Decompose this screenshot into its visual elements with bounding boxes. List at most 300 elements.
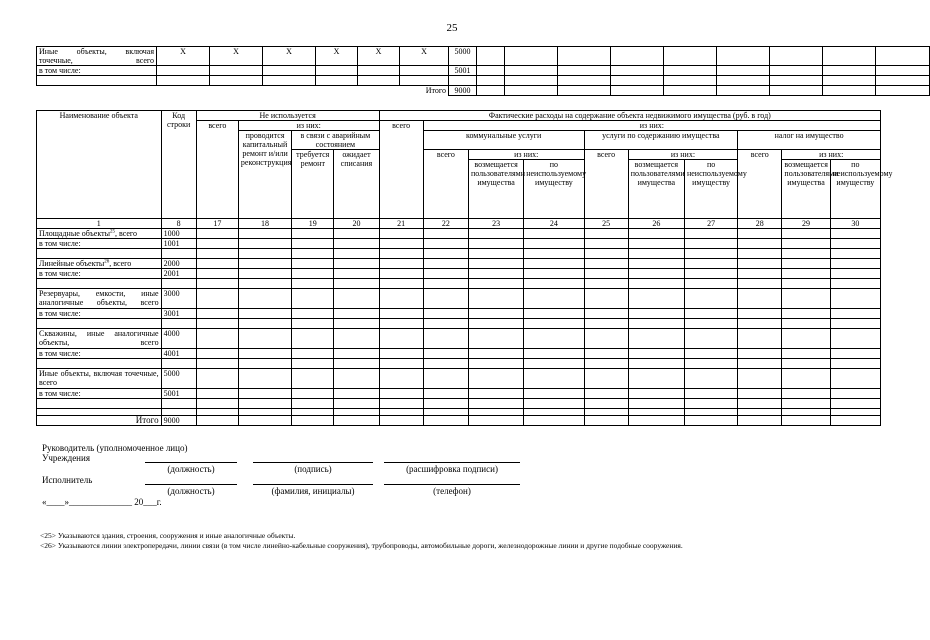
empty-cell xyxy=(782,389,830,399)
empty-cell xyxy=(830,259,880,269)
empty-cell xyxy=(782,319,830,329)
empty-cell xyxy=(782,369,830,389)
empty-cell xyxy=(468,369,523,389)
empty-cell xyxy=(584,416,628,426)
empty-cell xyxy=(782,239,830,249)
empty-cell xyxy=(584,289,628,309)
row-code: 5000 xyxy=(161,369,196,389)
empty-cell xyxy=(196,389,238,399)
table-row xyxy=(37,369,881,389)
row-name xyxy=(37,259,162,269)
empty-cell xyxy=(379,416,423,426)
empty-cell xyxy=(524,249,584,259)
empty-cell xyxy=(334,359,379,369)
empty-cell xyxy=(684,309,737,319)
empty-cell xyxy=(238,279,291,289)
empty-cell xyxy=(782,399,830,409)
empty-cell xyxy=(292,389,334,399)
empty-cell xyxy=(558,66,611,76)
executor-label: Исполнитель xyxy=(42,475,93,485)
header-row-code: Код строки xyxy=(161,111,196,219)
empty-cell xyxy=(37,249,162,259)
empty-cell xyxy=(782,329,830,349)
row-name: в том числе: xyxy=(37,309,162,319)
empty-cell xyxy=(770,47,823,66)
empty-cell xyxy=(292,359,334,369)
empty-cell xyxy=(379,399,423,409)
empty-cell xyxy=(830,289,880,309)
empty-cell xyxy=(468,409,523,416)
empty-cell xyxy=(628,359,684,369)
blank-row xyxy=(37,319,881,329)
empty-cell xyxy=(664,76,717,86)
empty-cell xyxy=(292,409,334,416)
empty-cell xyxy=(738,369,782,389)
empty-cell xyxy=(238,359,291,369)
header-unused-property: по неиспользуемому имуществу xyxy=(830,160,880,219)
empty-cell xyxy=(628,409,684,416)
empty-cell xyxy=(684,399,737,409)
empty-cell xyxy=(379,279,423,289)
empty-cell xyxy=(238,289,291,309)
empty-cell xyxy=(782,416,830,426)
header-of-which: из них: xyxy=(238,121,379,131)
table-row xyxy=(37,66,930,76)
footnote-ref: 26 xyxy=(104,259,110,265)
empty-cell xyxy=(823,86,876,96)
empty-cell xyxy=(238,399,291,409)
total-label: Итого xyxy=(37,416,162,426)
empty-cell xyxy=(628,319,684,329)
empty-cell xyxy=(782,359,830,369)
row-name: в том числе: xyxy=(37,66,157,76)
empty-cell xyxy=(379,239,423,249)
empty-cell xyxy=(334,229,379,239)
empty-cell xyxy=(334,319,379,329)
position2-caption: (должность) xyxy=(167,486,215,496)
empty-cell xyxy=(584,309,628,319)
row-code: 5001 xyxy=(449,66,477,76)
empty-cell xyxy=(611,76,664,86)
empty-cell xyxy=(684,239,737,249)
empty-cell xyxy=(37,319,162,329)
row-name: в том числе: xyxy=(37,349,162,359)
empty-cell xyxy=(196,359,238,369)
empty-cell xyxy=(238,269,291,279)
header-expenses-total: всего xyxy=(379,121,423,219)
empty-cell xyxy=(196,329,238,349)
empty-cell xyxy=(524,369,584,389)
empty-cell xyxy=(628,239,684,249)
header-maintenance: услуги по содержанию имущества xyxy=(584,131,738,150)
empty-cell xyxy=(524,319,584,329)
empty-cell xyxy=(524,259,584,269)
empty-cell xyxy=(505,86,558,96)
row-name: в том числе: xyxy=(37,389,162,399)
column-number: 30 xyxy=(830,219,880,229)
empty-cell xyxy=(423,319,468,329)
empty-cell xyxy=(611,47,664,66)
empty-cell xyxy=(830,239,880,249)
empty-cell xyxy=(379,389,423,399)
empty-cell xyxy=(468,249,523,259)
row-name-suffix: , всего xyxy=(114,229,137,238)
empty-cell xyxy=(238,389,291,399)
empty-cell xyxy=(684,249,737,259)
signature-caption: (подпись) xyxy=(294,464,332,474)
empty-cell xyxy=(738,319,782,329)
empty-cell xyxy=(558,86,611,96)
empty-cell xyxy=(334,309,379,319)
row-name xyxy=(37,229,162,239)
blank-row xyxy=(37,249,881,259)
row-name: Иные объекты, включая точечные, всего xyxy=(37,369,162,389)
empty-cell xyxy=(524,359,584,369)
date-line: «____»______________ 20___г. xyxy=(42,497,162,507)
empty-cell xyxy=(468,319,523,329)
empty-cell xyxy=(738,269,782,279)
empty-cell xyxy=(379,349,423,359)
table-row xyxy=(37,239,881,249)
page-number: 25 xyxy=(446,22,458,34)
empty-cell xyxy=(628,289,684,309)
empty-cell xyxy=(738,329,782,349)
table-row xyxy=(37,329,881,349)
row-code: 3000 xyxy=(161,289,196,309)
empty-cell xyxy=(238,229,291,239)
empty-cell xyxy=(558,76,611,86)
row-name-text: Площадные объекты xyxy=(39,229,110,238)
empty-cell xyxy=(423,239,468,249)
empty-cell xyxy=(292,239,334,249)
empty-cell xyxy=(684,369,737,389)
footnote-25: <25> Указываются здания, строения, сооружения и иные аналогичные объекты. xyxy=(40,531,296,540)
row-name: в том числе: xyxy=(37,269,162,279)
row-code: 3001 xyxy=(161,309,196,319)
empty-cell xyxy=(830,389,880,399)
empty-cell xyxy=(717,86,770,96)
empty-cell xyxy=(423,399,468,409)
column-number: 20 xyxy=(334,219,379,229)
empty-cell xyxy=(628,259,684,269)
row-name-text: Линейные объекты xyxy=(39,259,105,268)
empty-cell xyxy=(628,369,684,389)
empty-cell xyxy=(738,359,782,369)
column-number: 19 xyxy=(292,219,334,229)
empty-cell xyxy=(477,47,505,66)
empty-cell xyxy=(400,76,449,86)
row-code: 4001 xyxy=(161,349,196,359)
empty-cell xyxy=(684,319,737,329)
row-code: 5001 xyxy=(161,389,196,399)
column-number: 29 xyxy=(782,219,830,229)
column-number: 8 xyxy=(161,219,196,229)
empty-cell xyxy=(263,66,316,76)
empty-cell xyxy=(468,259,523,269)
blank-row xyxy=(37,359,881,369)
empty-cell xyxy=(738,239,782,249)
empty-cell xyxy=(400,66,449,76)
empty-cell xyxy=(468,389,523,399)
top-table xyxy=(36,46,930,96)
header-object-name: Наименование объекта xyxy=(37,111,162,219)
empty-cell xyxy=(468,349,523,359)
empty-cell xyxy=(584,319,628,329)
empty-cell xyxy=(316,76,358,86)
empty-cell xyxy=(717,47,770,66)
header-row xyxy=(37,111,881,121)
x-mark: X xyxy=(316,47,358,66)
empty-cell xyxy=(379,229,423,239)
empty-cell xyxy=(210,76,263,86)
empty-cell xyxy=(468,269,523,279)
empty-cell xyxy=(334,289,379,309)
empty-cell xyxy=(611,86,664,96)
empty-cell xyxy=(505,76,558,86)
empty-cell xyxy=(379,329,423,349)
row-name: Иные объекты, включая точечные, всего xyxy=(37,47,157,66)
empty-cell xyxy=(628,329,684,349)
empty-cell xyxy=(770,76,823,86)
header-group-total: всего xyxy=(584,150,628,219)
empty-cell xyxy=(738,229,782,239)
empty-cell xyxy=(157,66,210,76)
empty-cell xyxy=(524,409,584,416)
empty-cell xyxy=(684,389,737,399)
empty-cell xyxy=(468,239,523,249)
empty-cell xyxy=(684,289,737,309)
table-row xyxy=(37,47,930,66)
empty-cell xyxy=(161,409,196,416)
position-line xyxy=(145,462,237,463)
empty-cell xyxy=(292,349,334,359)
empty-cell xyxy=(738,289,782,309)
empty-cell xyxy=(830,269,880,279)
empty-cell xyxy=(161,249,196,259)
empty-cell xyxy=(292,309,334,319)
empty-cell xyxy=(238,239,291,249)
empty-cell xyxy=(196,319,238,329)
empty-cell xyxy=(664,66,717,76)
empty-cell xyxy=(684,279,737,289)
empty-cell xyxy=(379,369,423,389)
total-row xyxy=(37,86,930,96)
empty-cell xyxy=(468,309,523,319)
empty-cell xyxy=(628,399,684,409)
empty-cell xyxy=(379,359,423,369)
empty-cell xyxy=(423,409,468,416)
empty-cell xyxy=(468,359,523,369)
empty-cell xyxy=(782,269,830,279)
empty-cell xyxy=(782,309,830,319)
empty-cell xyxy=(468,279,523,289)
empty-cell xyxy=(210,66,263,76)
blank-row xyxy=(37,409,881,416)
empty-cell xyxy=(830,229,880,239)
empty-cell xyxy=(664,47,717,66)
header-reimbursed: возмещается пользователями имущества xyxy=(628,160,684,219)
empty-cell xyxy=(468,329,523,349)
row-code: 2001 xyxy=(161,269,196,279)
head-label-line2: Учреждения xyxy=(42,453,90,463)
empty-cell xyxy=(161,319,196,329)
total-code: 9000 xyxy=(161,416,196,426)
header-not-used: Не используется xyxy=(196,111,379,121)
empty-cell xyxy=(584,329,628,349)
empty-cell xyxy=(468,399,523,409)
empty-cell xyxy=(782,229,830,239)
empty-cell xyxy=(717,76,770,86)
table-row xyxy=(37,309,881,319)
empty-cell xyxy=(423,416,468,426)
empty-cell xyxy=(684,269,737,279)
empty-cell xyxy=(738,389,782,399)
empty-cell xyxy=(628,349,684,359)
empty-cell xyxy=(584,239,628,249)
empty-cell xyxy=(505,47,558,66)
empty-cell xyxy=(628,416,684,426)
empty-cell xyxy=(770,66,823,76)
empty-cell xyxy=(524,289,584,309)
empty-cell xyxy=(161,359,196,369)
empty-cell xyxy=(830,329,880,349)
empty-cell xyxy=(782,259,830,269)
empty-cell xyxy=(823,47,876,66)
empty-cell xyxy=(37,76,157,86)
header-reimbursed: возмещается пользователями имущества xyxy=(468,160,523,219)
empty-cell xyxy=(423,229,468,239)
empty-cell xyxy=(423,249,468,259)
empty-cell xyxy=(738,349,782,359)
header-emergency: в связи с аварийным состоянием xyxy=(292,131,379,150)
empty-cell xyxy=(524,309,584,319)
table-row xyxy=(37,269,881,279)
row-code: 1000 xyxy=(161,229,196,239)
empty-cell xyxy=(830,409,880,416)
empty-cell xyxy=(611,66,664,76)
empty-cell xyxy=(238,259,291,269)
empty-cell xyxy=(830,279,880,289)
empty-cell xyxy=(876,86,930,96)
position-caption: (должность) xyxy=(167,464,215,474)
empty-cell xyxy=(830,399,880,409)
empty-cell xyxy=(292,399,334,409)
empty-cell xyxy=(524,329,584,349)
empty-cell xyxy=(379,269,423,279)
head-label-line1: Руководитель (уполномоченное лицо) xyxy=(42,443,188,453)
table-row xyxy=(37,76,930,86)
empty-cell xyxy=(334,249,379,259)
empty-cell xyxy=(196,229,238,239)
row-name: Скважины, иные аналогичные объекты, всего xyxy=(37,329,162,349)
empty-cell xyxy=(584,389,628,399)
empty-cell xyxy=(477,66,505,76)
empty-cell xyxy=(584,269,628,279)
empty-cell xyxy=(334,369,379,389)
empty-cell xyxy=(423,389,468,399)
empty-cell xyxy=(196,399,238,409)
empty-cell xyxy=(37,399,162,409)
header-awaits-writeoff: ожидает списания xyxy=(334,150,379,219)
total-label: Итого xyxy=(37,86,449,96)
empty-cell xyxy=(196,269,238,279)
empty-cell xyxy=(238,369,291,389)
empty-cell xyxy=(738,279,782,289)
empty-cell xyxy=(524,229,584,239)
phone-caption: (телефон) xyxy=(433,486,471,496)
empty-cell xyxy=(524,279,584,289)
empty-cell xyxy=(584,279,628,289)
empty-cell xyxy=(292,289,334,309)
column-number: 25 xyxy=(584,219,628,229)
empty-cell xyxy=(738,416,782,426)
empty-cell xyxy=(876,76,930,86)
header-of-which: из них: xyxy=(468,150,584,160)
empty-cell xyxy=(334,399,379,409)
empty-cell xyxy=(379,259,423,269)
empty-cell xyxy=(584,359,628,369)
empty-cell xyxy=(584,409,628,416)
empty-cell xyxy=(830,349,880,359)
empty-cell xyxy=(292,229,334,239)
empty-cell xyxy=(423,309,468,319)
column-number: 24 xyxy=(524,219,584,229)
name-line xyxy=(253,484,373,485)
x-mark: X xyxy=(263,47,316,66)
blank-row xyxy=(37,279,881,289)
column-number: 28 xyxy=(738,219,782,229)
decoding-line xyxy=(384,462,520,463)
empty-cell xyxy=(468,416,523,426)
empty-cell xyxy=(830,416,880,426)
header-of-which: из них: xyxy=(628,150,738,160)
header-not-used-total: всего xyxy=(196,121,238,219)
empty-cell xyxy=(558,47,611,66)
empty-cell xyxy=(423,269,468,279)
column-number: 22 xyxy=(423,219,468,229)
table-row xyxy=(37,389,881,399)
empty-cell xyxy=(449,76,477,86)
empty-cell xyxy=(379,309,423,319)
decoding-caption: (расшифровка подписи) xyxy=(406,464,498,474)
empty-cell xyxy=(584,369,628,389)
empty-cell xyxy=(823,66,876,76)
empty-cell xyxy=(830,369,880,389)
empty-cell xyxy=(684,416,737,426)
empty-cell xyxy=(358,76,400,86)
header-requires-repair: требуется ремонт xyxy=(292,150,334,219)
empty-cell xyxy=(628,309,684,319)
empty-cell xyxy=(238,319,291,329)
empty-cell xyxy=(334,349,379,359)
empty-cell xyxy=(196,259,238,269)
empty-cell xyxy=(161,279,196,289)
empty-cell xyxy=(292,249,334,259)
empty-cell xyxy=(684,329,737,349)
empty-cell xyxy=(584,249,628,259)
x-mark: X xyxy=(210,47,263,66)
empty-cell xyxy=(196,349,238,359)
x-mark: X xyxy=(358,47,400,66)
empty-cell xyxy=(379,409,423,416)
empty-cell xyxy=(664,86,717,96)
empty-cell xyxy=(524,239,584,249)
header-of-which: из них: xyxy=(423,121,880,131)
row-code: 2000 xyxy=(161,259,196,269)
main-table xyxy=(36,110,893,426)
empty-cell xyxy=(876,47,930,66)
empty-cell xyxy=(238,249,291,259)
